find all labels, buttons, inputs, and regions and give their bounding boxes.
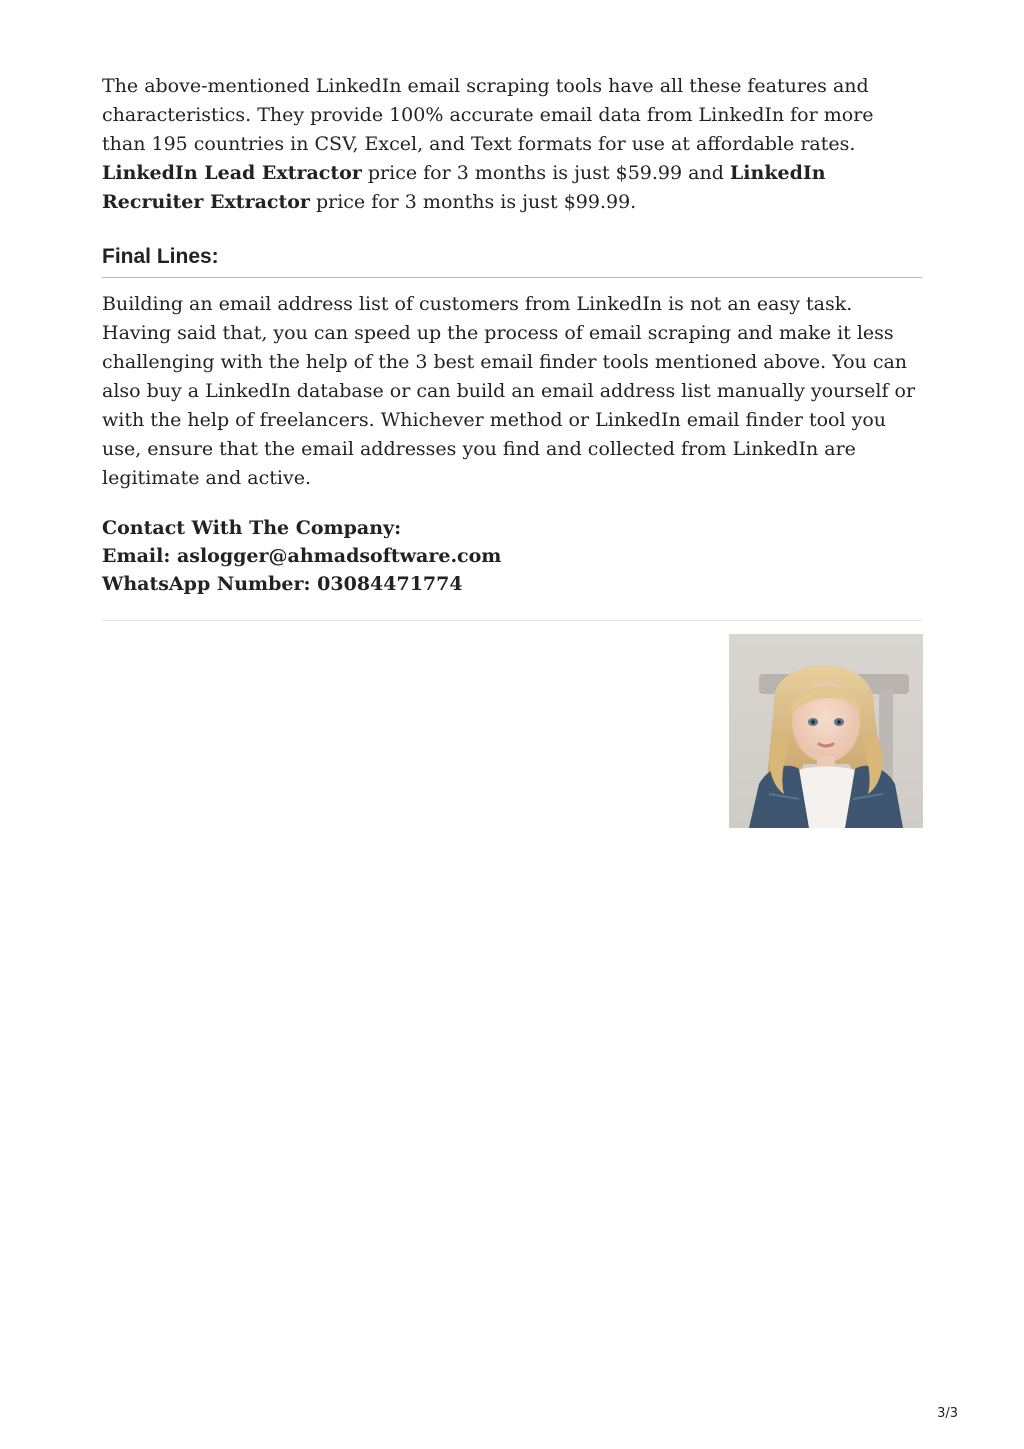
recruiter-extractor-name: LinkedIn Recruiter Extractor — [102, 162, 826, 213]
final-lines-heading: Final Lines: — [102, 245, 922, 278]
content-divider — [102, 620, 922, 621]
final-lines-paragraph: Building an email address list of customers from LinkedIn is not an easy task. Having said that, you can speed up the process of email scraping and make it less challenging with the help of the 3 best email finder tools mentioned above. You can also buy a LinkedIn database or can build an email address list manually yourself or with the help of freelancers. Whichever method or LinkedIn email finder tool you use, ensure that the email addresses you find and collected from LinkedIn are legitimate and active. — [102, 293, 916, 489]
page-number: 3/3 — [937, 1406, 958, 1421]
lead-extractor-name: LinkedIn Lead Extractor — [102, 162, 362, 184]
intro-text-2: price for 3 months is just $59.99 and — [361, 162, 730, 184]
article-content — [102, 72, 922, 621]
contact-block — [102, 514, 922, 598]
intro-paragraph — [102, 72, 922, 217]
contact-whatsapp: WhatsApp Number: 03084471774 — [102, 573, 463, 595]
child-photo — [729, 634, 923, 828]
intro-text-3: price for 3 months is just $99.99. — [309, 191, 637, 213]
intro-text-1: The above-mentioned LinkedIn email scraping tools have all these features and characteristics. They provide 100% accurate email data from LinkedIn for more than 195 countries in CSV, Excel, and Text formats for use at affordable rates. — [102, 75, 874, 155]
contact-email: Email: aslogger@ahmadsoftware.com — [102, 545, 502, 567]
contact-heading: Contact With The Company: — [102, 517, 402, 539]
